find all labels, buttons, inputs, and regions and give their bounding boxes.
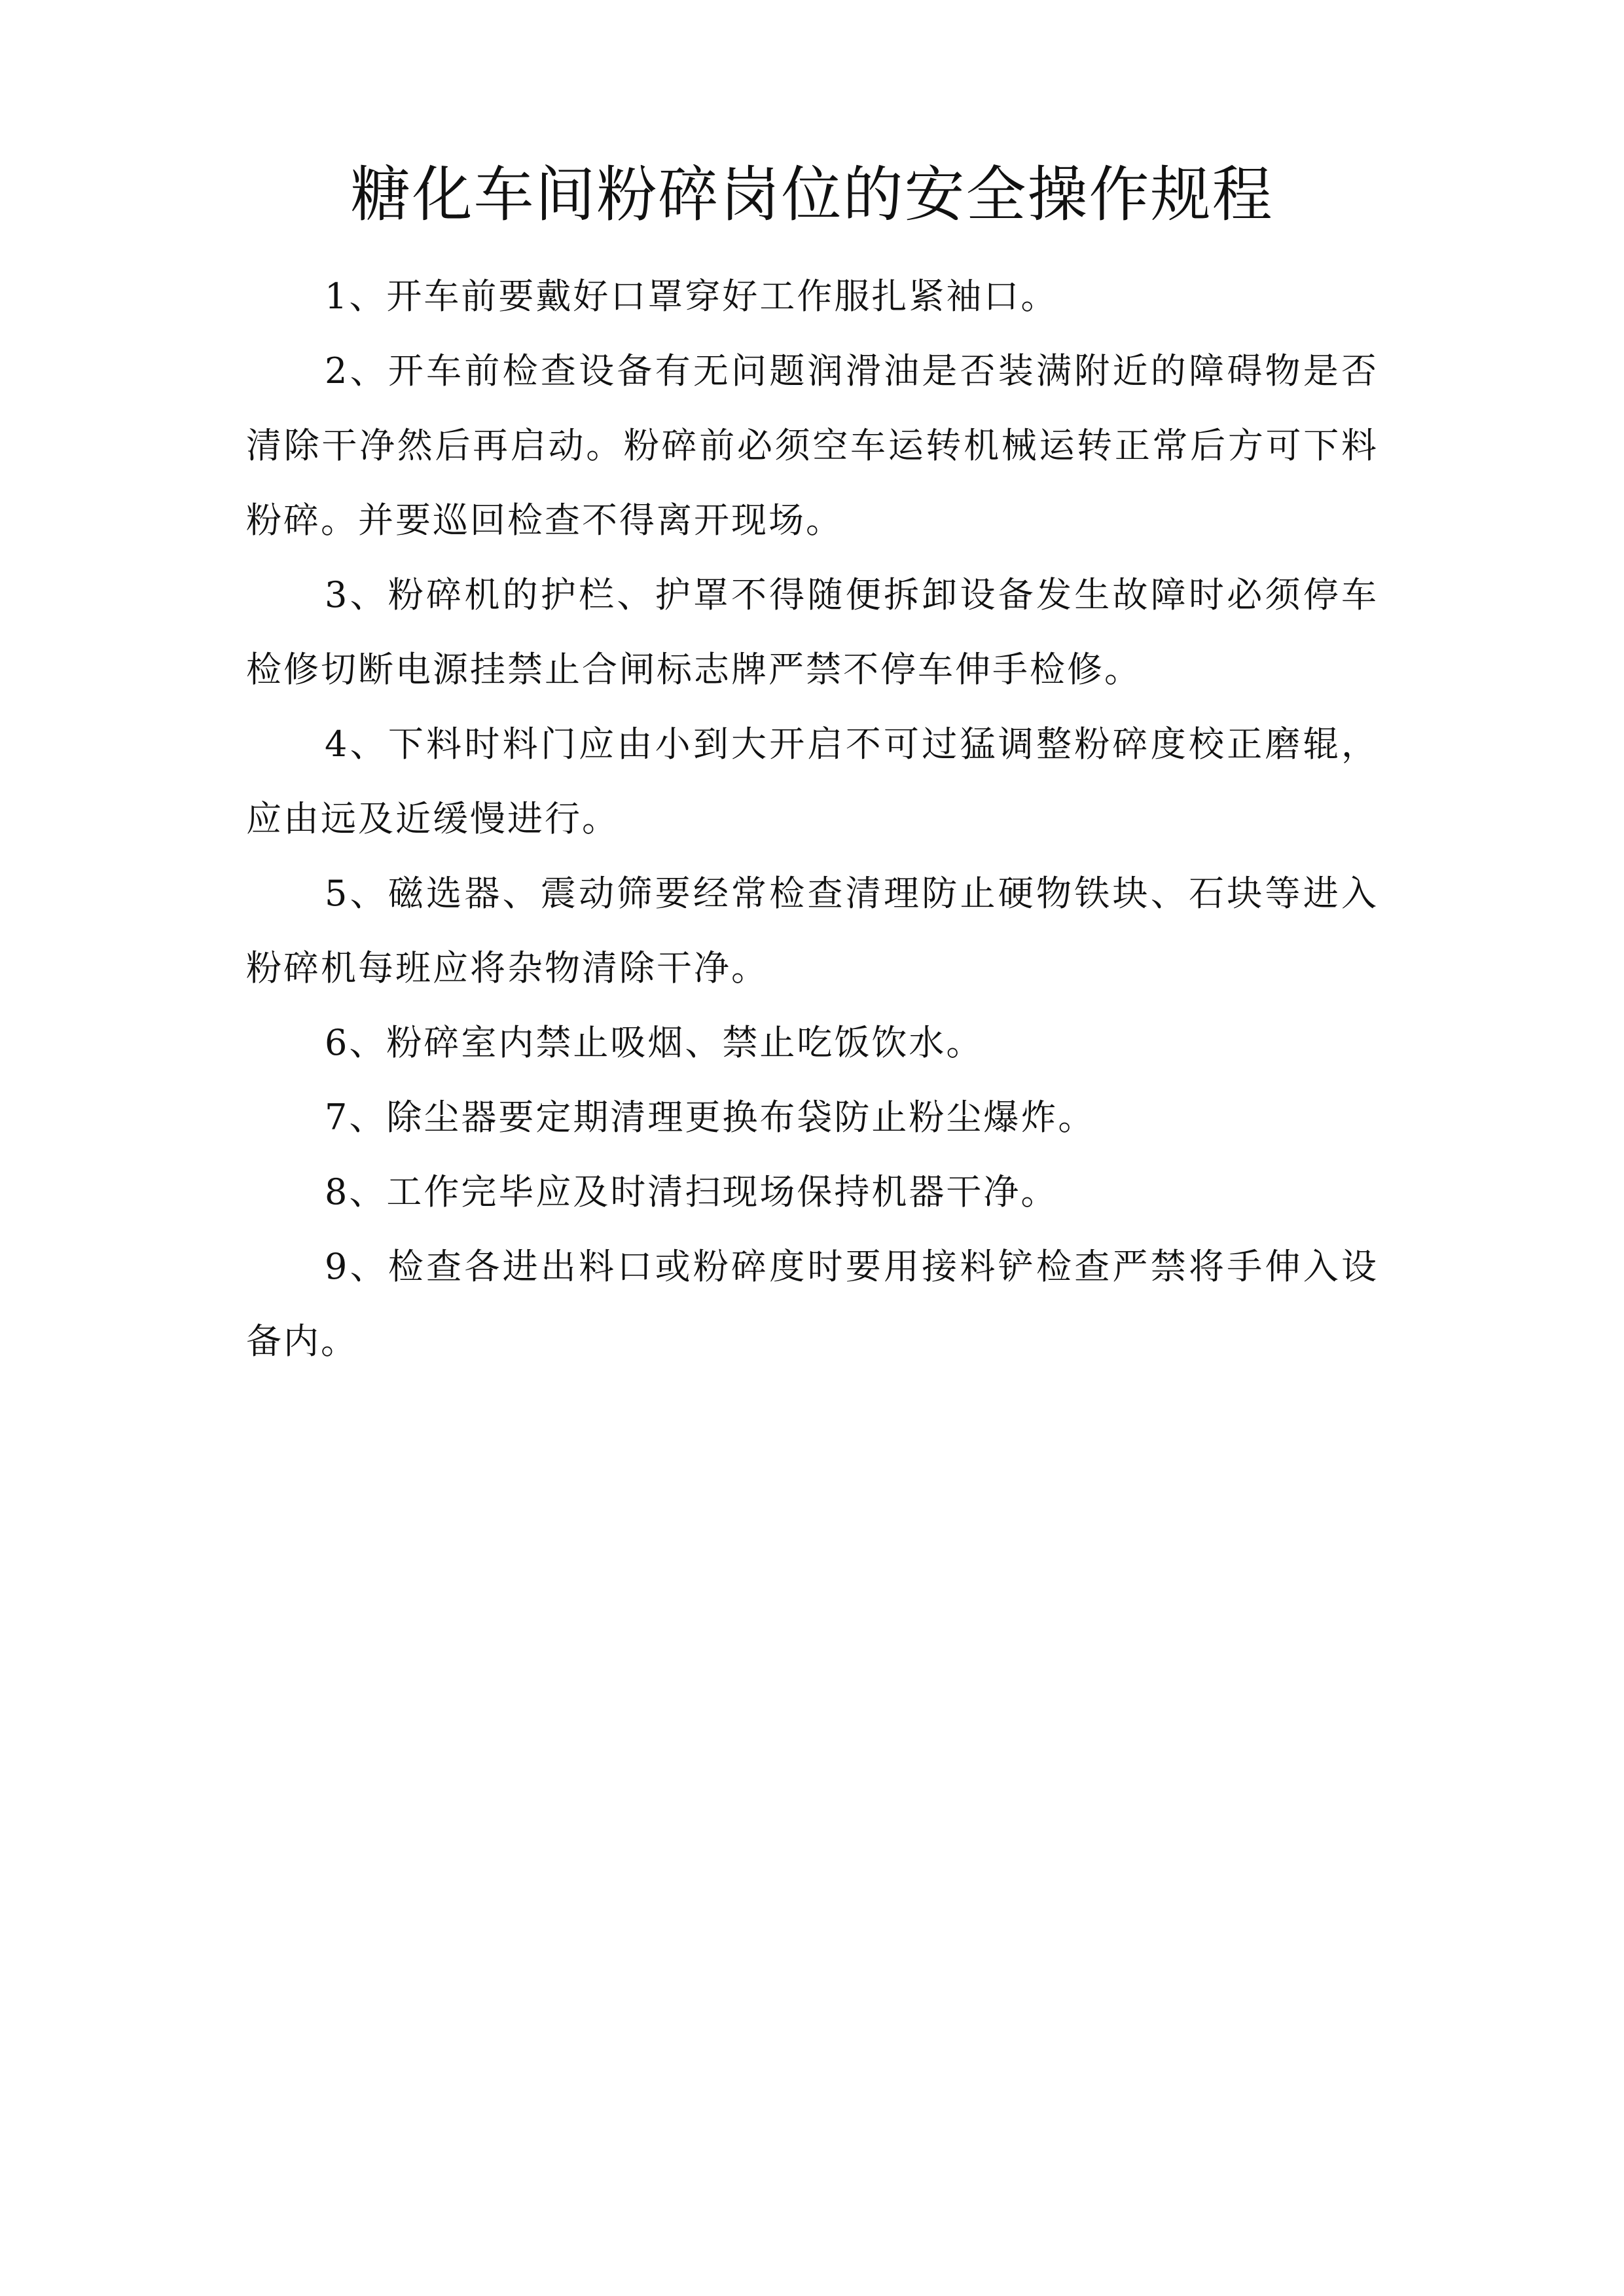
- page-title: 糖化车间粉碎岗位的安全操作规程: [350, 160, 1274, 230]
- paragraph-6: 6、粉碎室内禁止吸烟、禁止吃饭饮水。: [325, 1022, 984, 1063]
- paragraph-4: 4、下料时料门应由小到大开启不可过猛调整粉碎度校正磨辊，应由远及近缓慢进行。: [246, 723, 1379, 839]
- paragraph-2: 2、开车前检查设备有无问题润滑油是否装满附近的障碍物是否清除干净然后再启动。粉碎前必须空车运转机械运转正常后方可下料粉碎。并要巡回检查不得离开现场。: [246, 350, 1379, 541]
- paragraph-5: 5、磁选器、震动筛要经常检查清理防止硬物铁块、石块等进入粉碎机每班应将杂物清除干净。: [246, 873, 1379, 989]
- paragraph-1: 1、开车前要戴好口罩穿好工作服扎紧袖口。: [325, 276, 1058, 317]
- document-body: [246, 259, 1379, 1379]
- paragraph-7: 7、除尘器要定期清理更换布袋防止粉尘爆炸。: [325, 1097, 1096, 1138]
- paragraph-3: 3、粉碎机的护栏、护罩不得随便拆卸设备发生故障时必须停车检修切断电源挂禁止合闸标志牌严禁不停车伸手检修。: [246, 574, 1379, 690]
- paragraph-8: 8、工作完毕应及时清扫现场保持机器干净。: [325, 1171, 1058, 1212]
- paragraph-9: 9、检查各进出料口或粉碎度时要用接料铲检查严禁将手伸入设备内。: [246, 1246, 1379, 1362]
